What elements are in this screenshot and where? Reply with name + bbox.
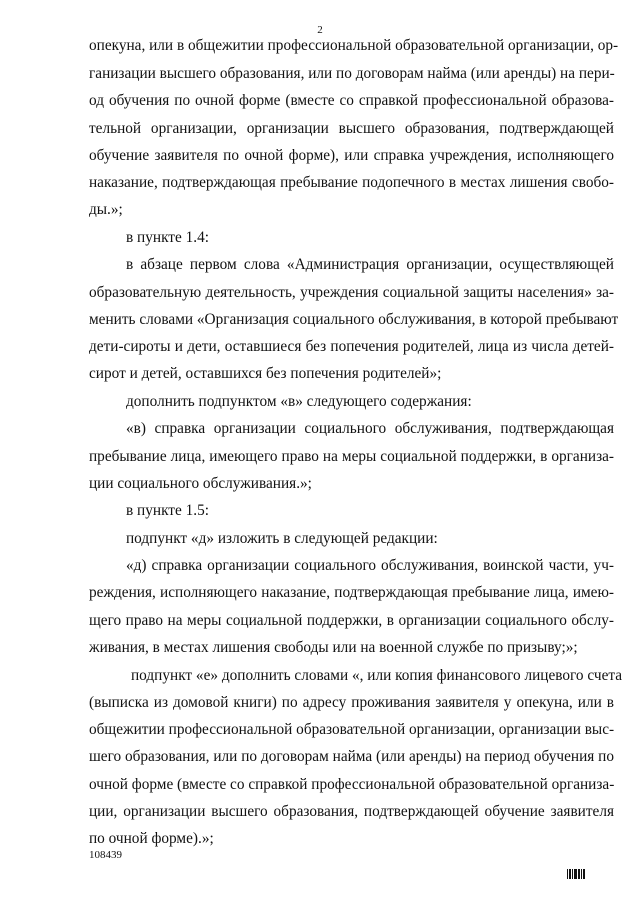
text-line: подпункт «е» дополнить словами «, или копия финансового лицевого счета — [131, 667, 623, 684]
text-line: пребывание лица, имеющего право на меры социальной поддержки, в организа- — [89, 448, 614, 465]
text-line: «д) справка организации социального обслуживания, воинской части, уч- — [126, 557, 614, 574]
text-line: «в) справка организации социального обслуживания, подтверждающая — [126, 420, 614, 437]
text-line: очной форме (вместе со справкой профессиональной образовательной организа- — [89, 776, 615, 793]
barcode-mark — [567, 869, 585, 879]
text-line: тельной организации, организации высшего образования, подтверждающей — [89, 120, 614, 137]
text-line: подпункт «д» изложить в следующей редакции: — [126, 530, 438, 547]
text-line: дополнить подпунктом «в» следующего содержания: — [126, 393, 472, 410]
text-line: образовательную деятельность, учреждения социальной защиты населения» за- — [89, 284, 614, 301]
text-line: менить словами «Организация социального обслуживания, в которой пребывают — [89, 311, 619, 328]
clause-heading: в пункте 1.4: — [126, 229, 209, 246]
text-line: в абзаце первом слова «Администрация организации, осуществляющей — [126, 256, 614, 273]
text-line: шего образования, или по договорам найма (или аренды) на период обучения по — [89, 748, 614, 765]
text-line: (выписка из домовой книги) по адресу проживания заявителя у опекуна, или в — [89, 694, 614, 711]
text-line: реждения, исполняющего наказание, подтверждающая пребывание лица, имею- — [89, 584, 614, 601]
clause-heading: в пункте 1.5: — [126, 502, 209, 519]
page-number: 2 — [317, 24, 323, 36]
text-line: ции социального обслуживания.»; — [89, 475, 312, 492]
text-line: обучение заявителя по очной форме), или справка учреждения, исполняющего — [89, 147, 614, 164]
text-line: наказание, подтверждающая пребывание подопечного в местах лишения свобо- — [89, 174, 614, 191]
text-line: по очной форме).»; — [89, 830, 214, 847]
text-line: ганизации высшего образования, или по договорам найма (или аренды) на пери- — [89, 65, 615, 82]
text-line: од обучения по очной форме (вместе со справкой профессиональной образова- — [89, 92, 614, 109]
text-line: сирот и детей, оставшихся без попечения родителей»; — [89, 365, 442, 382]
document-code: 108439 — [89, 849, 122, 861]
text-line: живания, в местах лишения свободы или на военной службе по призыву;»; — [89, 639, 578, 656]
text-line: опекуна, или в общежитии профессиональной образовательной организации, ор- — [89, 37, 619, 54]
text-line: дети-сироты и дети, оставшиеся без попечения родителей, лица из числа детей- — [89, 338, 614, 355]
text-line: ды.»; — [89, 201, 123, 218]
text-line: ции, организации высшего образования, подтверждающей обучение заявителя — [89, 803, 614, 820]
text-line: общежитии профессиональной образовательной организации, организации выс- — [89, 721, 615, 738]
text-line: щего право на меры социальной поддержки, в организации социального обслу- — [89, 612, 614, 629]
